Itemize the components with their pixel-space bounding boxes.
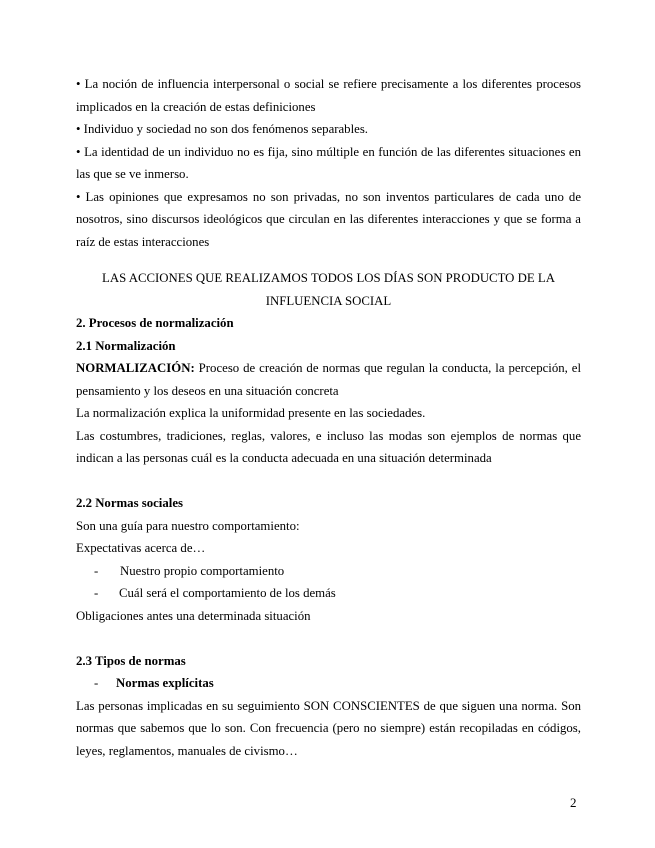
list-item-title: Normas explícitas <box>116 676 214 690</box>
definition-paragraph <box>76 357 581 402</box>
document-page <box>76 73 581 762</box>
list-item-text: Nuestro propio comportamiento <box>120 563 285 578</box>
spacer <box>76 470 581 493</box>
list-item <box>76 582 581 605</box>
paragraph: Las personas implicadas en su seguimiento SON CONSCIENTES de que siguen una norma. Son normas que sabemos que lo son. Con frecuencia (pero no siempre) están recopiladas en códigos, leyes, reglamentos, manuales de civismo… <box>76 698 581 758</box>
paragraph: Las costumbres, tradiciones, reglas, valores, e incluso las modas son ejemplos de normas que indican a las personas cuál es la conducta adecuada en una situación determinada <box>76 428 581 465</box>
subsection-title: 2.1 Normalización <box>76 338 176 353</box>
dash-marker: - <box>94 586 99 600</box>
paragraph: Expectativas acerca de… <box>76 541 206 555</box>
dash-marker: - <box>94 676 99 690</box>
list-item <box>76 672 581 695</box>
page-number: 2 <box>570 795 577 810</box>
bullet-paragraph: • Individuo y sociedad no son dos fenómenos separables. <box>76 122 368 136</box>
list-item-text: Cuál será el comportamiento de los demás <box>119 586 336 600</box>
paragraph: La normalización explica la uniformidad presente en las sociedades. <box>76 406 426 420</box>
bullet-paragraph: • La noción de influencia interpersonal o social se refiere precisamente a los diferentes procesos implicados en la creación de estas definiciones <box>76 77 581 114</box>
definition-text: Proceso de creación de normas que regulan la conducta, la percepción, el pensamiento y los deseos en una situación concreta <box>76 361 581 398</box>
spacer <box>76 627 581 650</box>
paragraph: Obligaciones antes una determinada situación <box>76 608 311 623</box>
subsection-title: 2.2 Normas sociales <box>76 496 183 510</box>
list-item <box>76 560 581 583</box>
bullet-paragraph: • La identidad de un individuo no es fija, sino múltiple en función de las diferentes situaciones en las que se ve inmerso. <box>76 144 581 181</box>
center-heading: LAS ACCIONES QUE REALIZAMOS TODOS LOS DÍAS SON PRODUCTO DE LA INFLUENCIA SOCIAL <box>102 271 555 308</box>
subsection-title: 2.3 Tipos de normas <box>76 653 186 668</box>
bullet-paragraph: • Las opiniones que expresamos no son privadas, no son inventos particulares de cada uno de nosotros, sino discursos ideológicos que circulan en las diferentes interacciones y que se forma a raíz de estas interacciones <box>76 189 581 249</box>
dash-marker: - <box>94 563 99 578</box>
definition-term: NORMALIZACIÓN: <box>76 361 195 375</box>
section-title: 2. Procesos de normalización <box>76 316 234 330</box>
paragraph: Son una guía para nuestro comportamiento: <box>76 518 300 533</box>
